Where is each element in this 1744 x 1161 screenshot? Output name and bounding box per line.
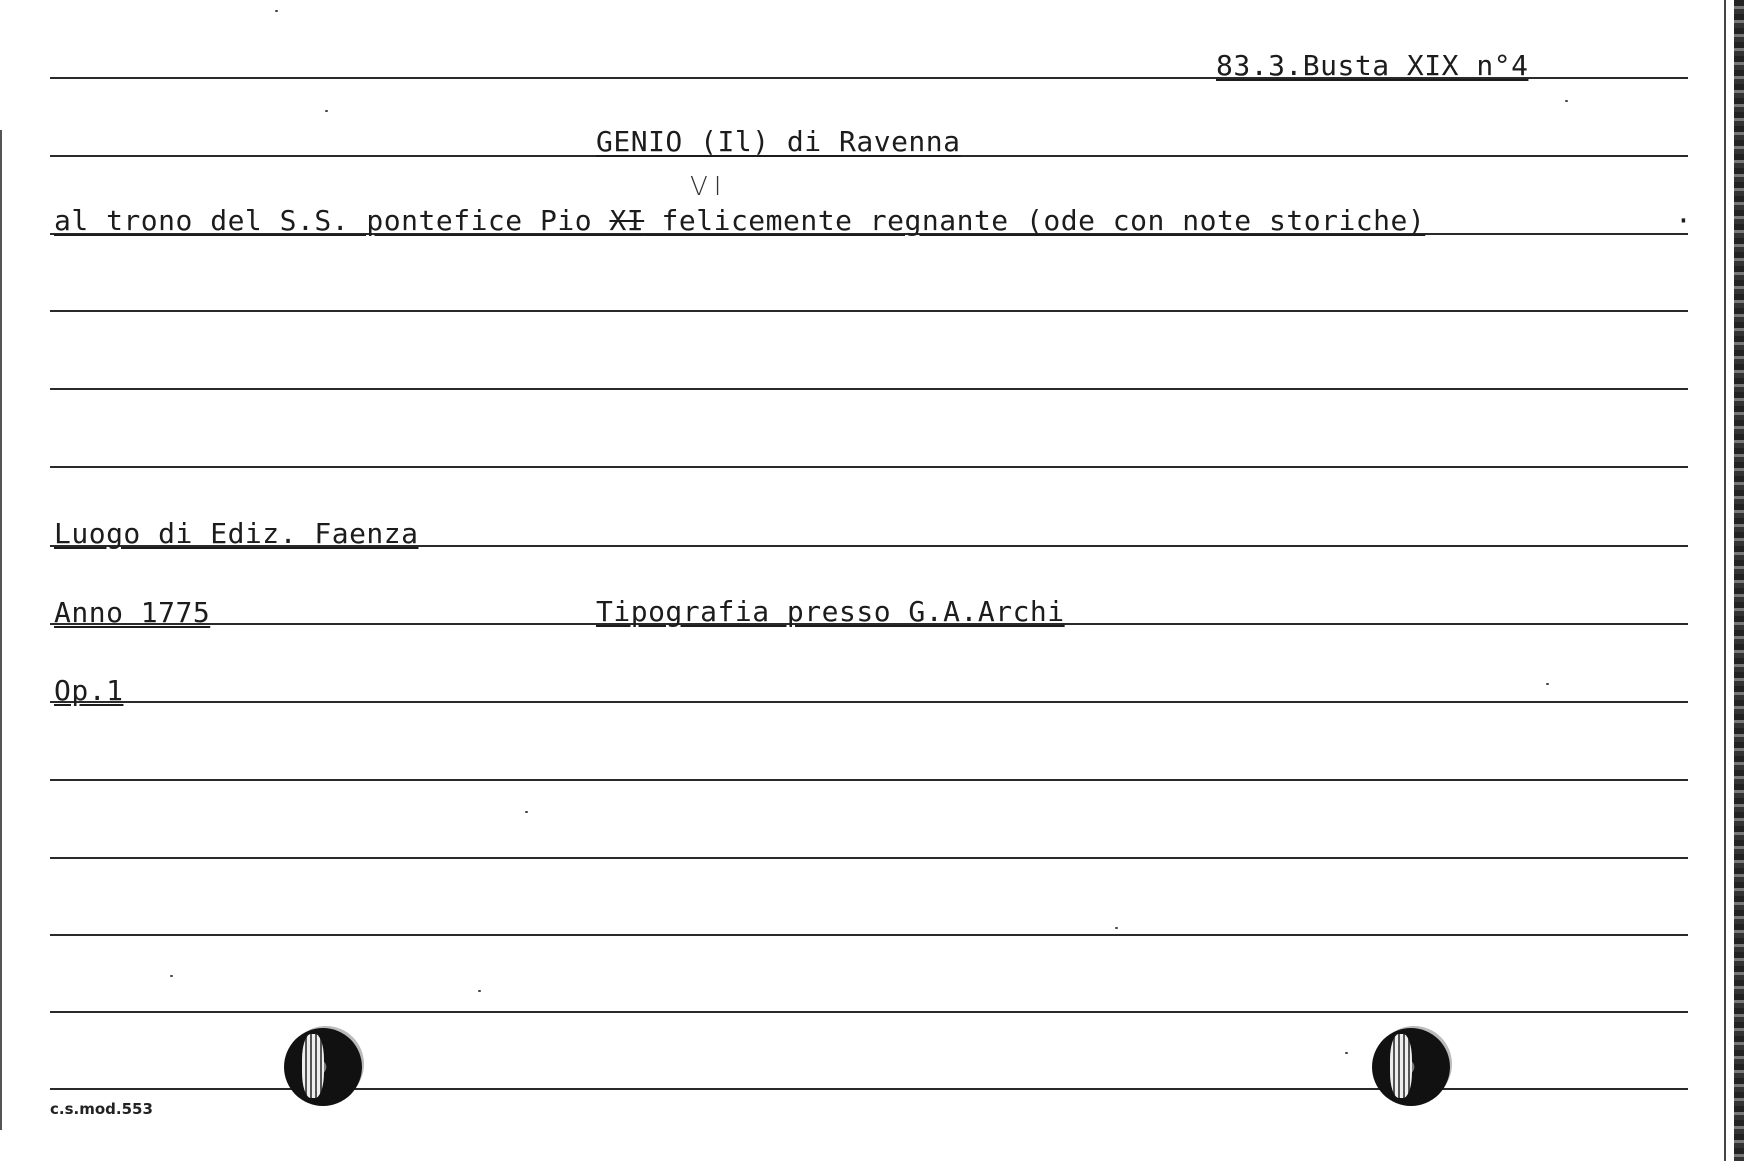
op-number: Op.1 — [54, 674, 124, 707]
card-right-edge-inner — [1724, 0, 1726, 1161]
speck — [275, 10, 278, 12]
printer: Tipografia presso G.A.Archi — [596, 595, 1065, 628]
rule-line — [50, 1011, 1688, 1013]
rule-line — [50, 310, 1688, 312]
struck-numeral: XI — [609, 204, 645, 237]
punch-hole-left — [284, 1028, 362, 1106]
place-of-edition: Luogo di Ediz. Faenza — [54, 517, 419, 550]
speck — [1546, 683, 1549, 685]
rule-line — [50, 779, 1688, 781]
speck — [1115, 927, 1118, 929]
form-code: c.s.mod.553 — [50, 1100, 153, 1118]
speck — [325, 110, 328, 112]
record-title: GENIO (Il) di Ravenna — [596, 125, 961, 158]
subtitle-before: al trono del S.S. pontefice Pio — [54, 204, 610, 237]
speck — [1345, 1052, 1348, 1054]
rule-line — [50, 857, 1688, 859]
year: Anno 1775 — [54, 596, 211, 629]
rule-line — [50, 466, 1688, 468]
rule-line — [50, 934, 1688, 936]
speck — [478, 990, 481, 992]
speck — [525, 811, 528, 813]
shelfmark: 83.3.Busta XIX n°4 — [1216, 49, 1529, 82]
punch-hole-right — [1372, 1028, 1450, 1106]
speck — [1565, 100, 1568, 102]
card-right-edge — [1734, 0, 1744, 1161]
rule-line — [50, 388, 1688, 390]
speck — [170, 975, 173, 977]
subtitle-after: felicemente regnante (ode con note storiche) — [644, 204, 1426, 237]
handwritten-correction: VI — [690, 172, 728, 202]
trailing-mark: · — [1675, 204, 1693, 237]
rule-line — [50, 701, 1688, 703]
subtitle-line — [54, 204, 1426, 237]
card-left-edge — [0, 130, 2, 1130]
